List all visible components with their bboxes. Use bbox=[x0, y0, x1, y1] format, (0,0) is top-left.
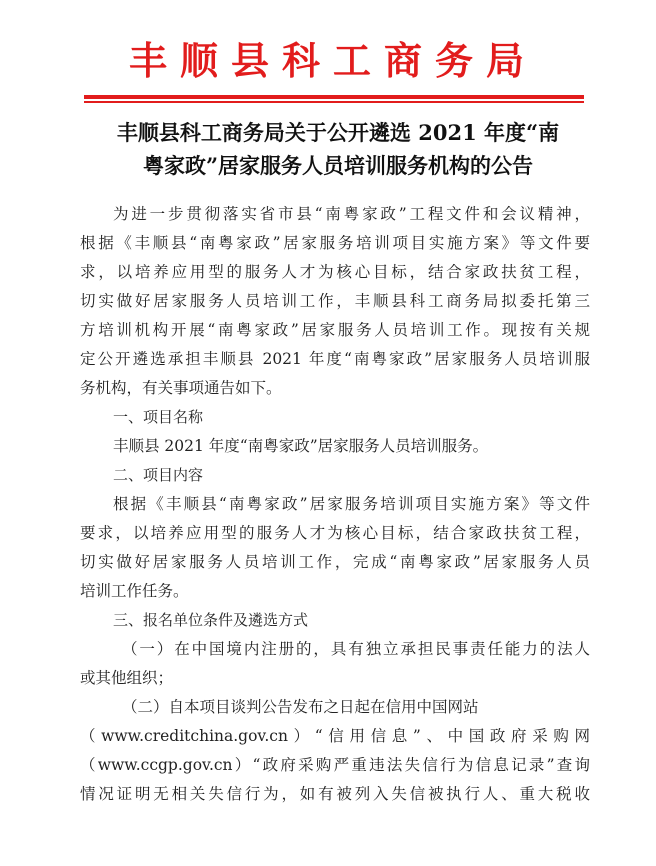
paragraph-line: 情况证明无相关失信行为，如有被列入失信被执行人、重大税收 bbox=[80, 785, 590, 803]
paragraph-line: 切实做好居家服务人员培训工作，丰顺县科工商务局拟委托第三 bbox=[80, 292, 590, 310]
section-heading: 二、项目内容 bbox=[113, 466, 204, 484]
paragraph-line: 方培训机构开展“南粤家政”居家服务人员培训工作。现按有关规 bbox=[80, 321, 590, 339]
announcement-title bbox=[78, 116, 598, 182]
paragraph-line: 务机构，有关事项通告如下。 bbox=[80, 379, 282, 397]
announcement-body bbox=[80, 200, 590, 809]
paragraph-line: 求，以培养应用型的服务人才为核心目标，结合家政扶贫工程， bbox=[80, 263, 590, 281]
paragraph-line: 培训工作任务。 bbox=[80, 582, 189, 600]
agency-letterhead-title: 丰顺县科工商务局 bbox=[128, 38, 537, 83]
paragraph-line: 丰顺县 2021 年度“南粤家政”居家服务人员培训服务。 bbox=[113, 437, 489, 455]
section-heading: 三、报名单位条件及遴选方式 bbox=[113, 611, 309, 629]
paragraph-line: 要求，以培养应用型的服务人才为核心目标，结合家政扶贫工程， bbox=[80, 524, 590, 542]
paragraph-line: 或其他组织； bbox=[80, 669, 174, 687]
letterhead-thick-rule bbox=[84, 95, 584, 99]
title-line: 丰顺县科工商务局关于公开遴选 2021 年度“南 bbox=[116, 120, 560, 145]
letterhead-thin-rule bbox=[84, 101, 584, 103]
paragraph-line: （一）在中国境内注册的，具有独立承担民事责任能力的法人 bbox=[122, 640, 590, 658]
paragraph-line: （www.creditchina.gov.cn）“信用信息”、中国政府采购网 bbox=[80, 727, 590, 745]
paragraph-line: 定公开遴选承担丰顺县 2021 年度“南粤家政”居家服务人员培训服 bbox=[80, 350, 590, 368]
paragraph-line: （二）自本项目谈判公告发布之日起在信用中国网站 bbox=[122, 698, 479, 716]
section-heading: 一、项目名称 bbox=[113, 408, 204, 426]
paragraph-line: 根据《丰顺县“南粤家政”居家服务培训项目实施方案》等文件 bbox=[113, 495, 590, 513]
paragraph-line: 为进一步贯彻落实省市县“南粤家政”工程文件和会议精神， bbox=[113, 205, 590, 223]
title-line: 粤家政”居家服务人员培训服务机构的公告 bbox=[142, 153, 534, 178]
paragraph-line: （www.ccgp.gov.cn）“政府采购严重违法失信行为信息记录”查询 bbox=[80, 756, 590, 774]
paragraph-line: 切实做好居家服务人员培训工作，完成“南粤家政”居家服务人员 bbox=[80, 553, 590, 571]
paragraph-line: 根据《丰顺县“南粤家政”居家服务培训项目实施方案》等文件要 bbox=[80, 234, 590, 252]
